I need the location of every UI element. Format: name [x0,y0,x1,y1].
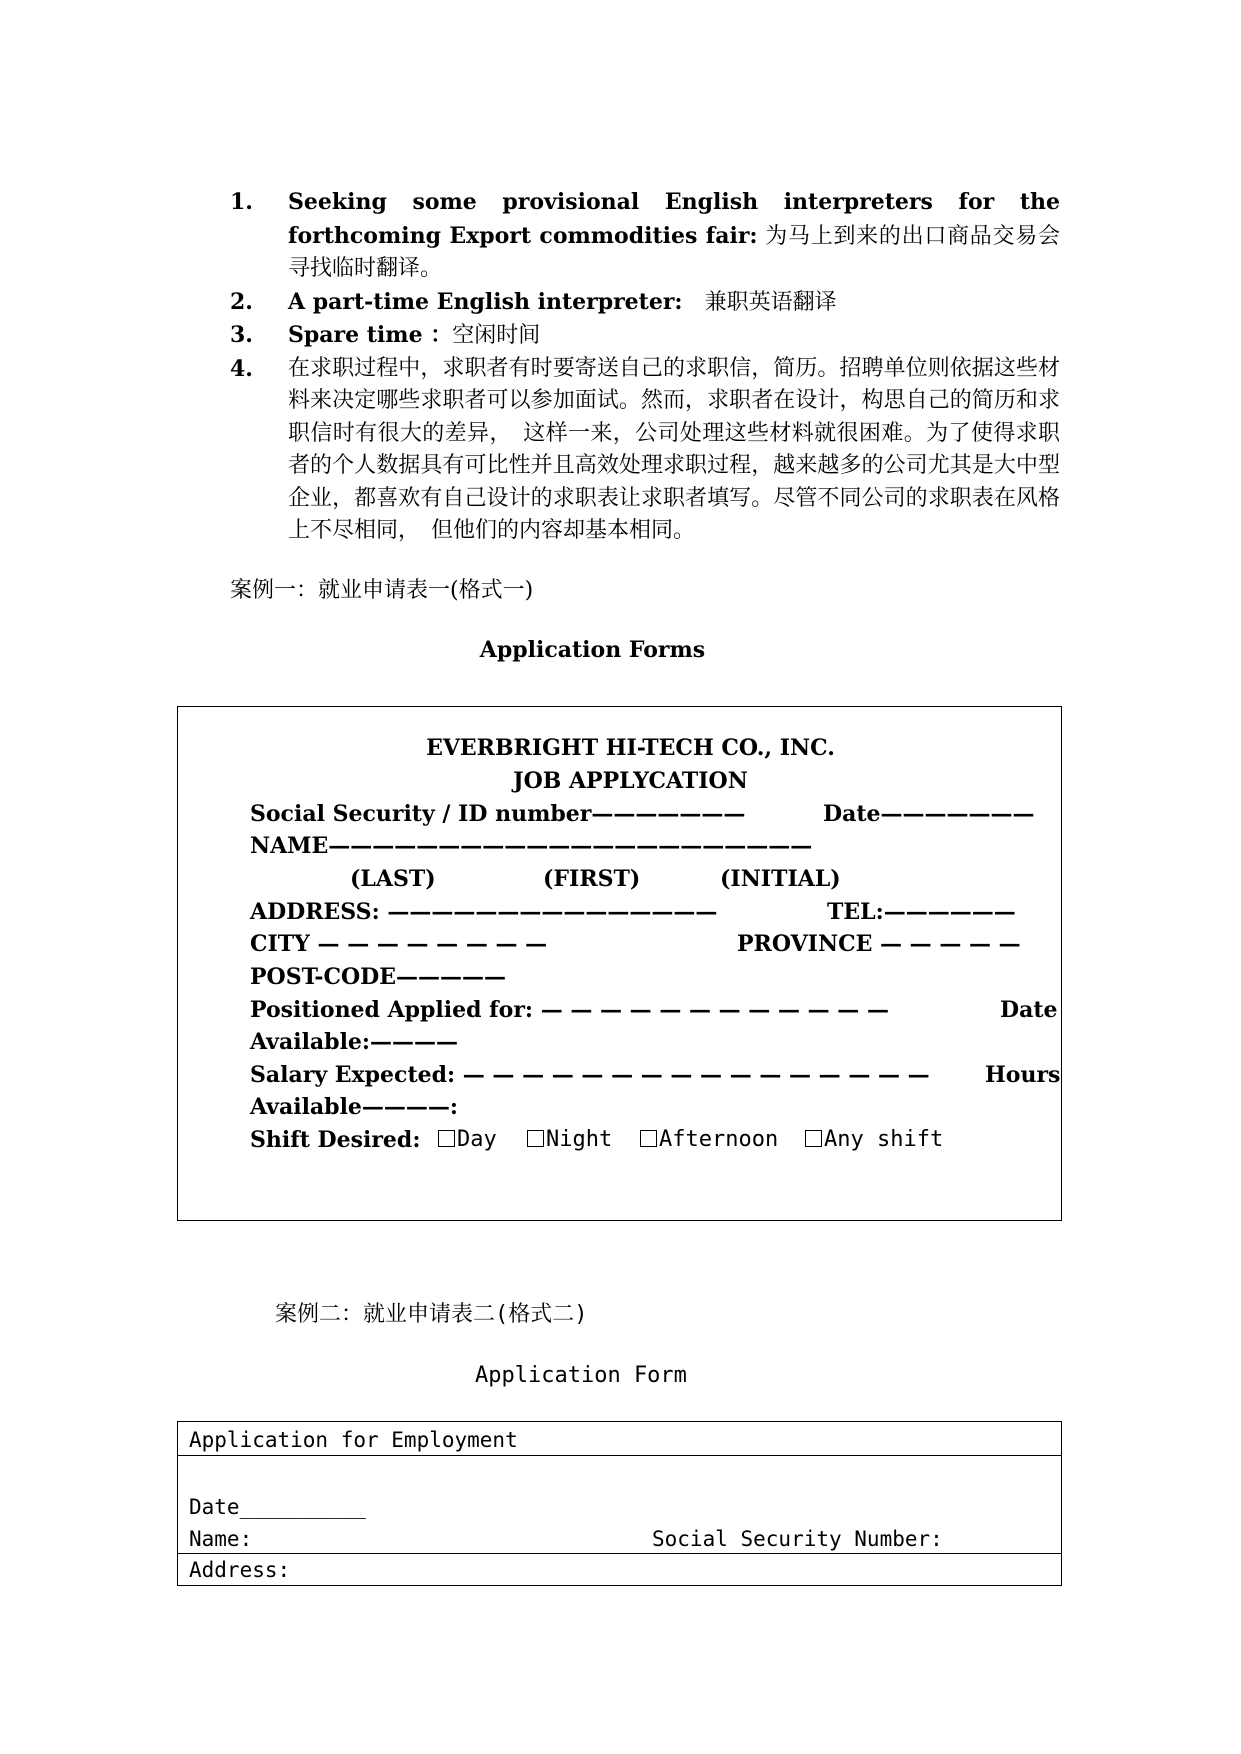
case1-title: Application Forms [479,637,706,663]
shift-label: Shift Desired: [250,1127,421,1153]
shift-night[interactable] [527,1127,612,1152]
list-text [288,286,1060,320]
list-item [230,353,1060,548]
available-field[interactable]: Available:———— [250,1029,459,1055]
intro-list [230,186,1060,548]
checkbox-icon[interactable] [527,1130,544,1147]
job-application-form [177,706,1062,1221]
case2-heading: 案例二：就业申请表二(格式二) [275,1302,588,1327]
last-label: (LAST) [350,866,436,892]
list-item [230,319,1060,353]
company-name: EVERBRIGHT HI-TECH CO., INC. [426,735,835,761]
employment-form-header: Application for Employment [189,1428,518,1452]
date-field[interactable]: Date__________ [189,1495,367,1519]
form-divider [178,1455,1061,1456]
tel-field[interactable]: TEL:—————— [827,899,1016,925]
list-text-zh: 在求职过程中，求职者有时要寄送自己的求职信，简历。招聘单位则依据这些材料来决定哪些求职者可以参加面试。然而，求职者在设计，构思自己的简历和求职信时有很大的差异， 这样一来，公司处理这些材料就很困难。为了使得求职者的个人数据具有可比性并且高效处理求职过程，越来越多的公司尤其是大中型企业，都喜欢有自己设计的求职表让求职者填写。尽管不同公司的求职表在风格上不尽相同， 但他们的内容却基本相同。 [288,355,1060,543]
shift-day-label: Day [457,1127,497,1152]
checkbox-icon[interactable] [640,1130,657,1147]
list-text [288,319,1060,353]
name-field[interactable]: NAME—————————————————————— [250,833,813,859]
name-field[interactable]: Name: [189,1527,253,1551]
ssn-field[interactable]: Social Security / ID number——————— [250,801,746,827]
address-field[interactable]: ADDRESS: ——————————————— [250,899,718,925]
list-number: 1. [230,189,253,215]
shift-afternoon-label: Afternoon [659,1127,779,1152]
list-number: 2. [230,288,253,315]
postcode-field[interactable]: POST-CODE————— [250,964,506,990]
shift-day[interactable] [438,1127,497,1152]
list-text-zh: 兼职英语翻译 [704,289,837,315]
shift-any-label: Any shift [824,1127,944,1152]
list-item [230,186,1060,286]
date-available-label: Date [1000,997,1058,1023]
list-text [288,186,1060,286]
form-divider [178,1553,1061,1554]
address-field[interactable]: Address: [189,1558,291,1582]
shift-any[interactable] [805,1127,943,1152]
city-field[interactable]: CITY — — — — — — — — [250,931,548,957]
list-text-zh: 空闲时间 [452,323,541,348]
shift-night-label: Night [546,1127,613,1152]
province-field[interactable]: PROVINCE — — — — — [737,931,1021,957]
list-text-en: Spare time ： [288,322,453,348]
checkbox-icon[interactable] [805,1130,822,1147]
list-text-en: A part-time English interpreter: [288,288,683,315]
list-text-en: Seeking some provisional English interpreters for the forthcoming Export commodities fair: [288,189,1060,249]
form-title: JOB APPLYCATION [513,768,748,794]
list-number: 3. [230,322,253,348]
case1-heading: 案例一：就业申请表一(格式一) [230,578,534,603]
salary-field[interactable]: Salary Expected: — — — — — — — — — — — — — — — — [250,1062,930,1088]
checkbox-icon[interactable] [438,1130,455,1147]
list-number: 4. [230,355,253,382]
list-text-zh: 为马上到来的出口商品交易会寻找临时翻译。 [288,223,1060,281]
available-hours-field[interactable]: Available————: [250,1094,459,1120]
case2-title: Application Form [475,1363,687,1388]
shift-afternoon[interactable] [640,1127,778,1152]
date-field[interactable]: Date——————— [823,801,1035,827]
list-item [230,286,1060,320]
position-field[interactable]: Positioned Applied for: — — — — — — — — — — — — [250,997,889,1023]
ssn-field[interactable]: Social Security Number: [652,1527,943,1551]
list-text [288,353,1060,548]
employment-form [177,1421,1062,1586]
initial-label: (INITIAL) [720,866,841,892]
first-label: (FIRST) [543,866,641,892]
hours-label: Hours [985,1062,1061,1088]
